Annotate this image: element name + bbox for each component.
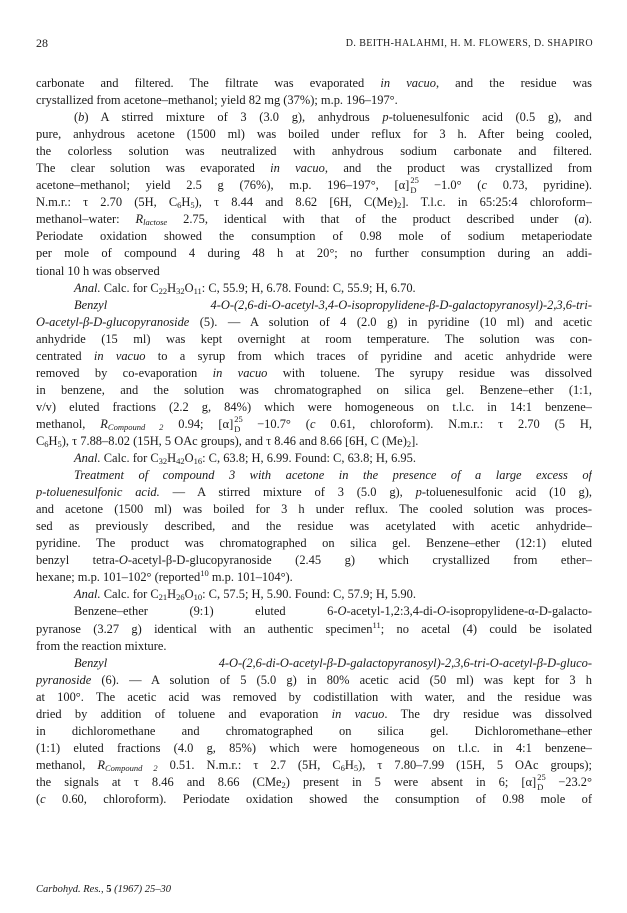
text-line: O-acetyl-β-D-glucopyranoside (5). — A solution of 4 (2.0 g) in pyridine (10 ml) and acetic: [36, 314, 592, 329]
text-line: from the reaction mixture.: [36, 638, 167, 653]
text-line: methanol, $R_{Compound 2}$ 0.94; [α] 25 D −10.7° (c 0.61, chloroform). N.m.r.: τ 2.70 (5 H,: [36, 415, 592, 433]
optical-rotation-index: 25 D: [234, 415, 243, 433]
paragraph-compound-6: [36, 655, 592, 808]
analysis-line: [36, 450, 592, 467]
text-line: (1:1) eluted fractions (4.0 g, 85%) which were homogeneous on t.l.c. in 4:1 benzene–: [36, 740, 592, 755]
text-line: Anal. Calc. for $C_{21}H_{26}O_{10}$: C, 57.5; H, 5.90. Found: C, 57.9; H, 5.90.: [74, 587, 416, 603]
text-line: tional 10 h was observed: [36, 263, 160, 278]
paragraph-treatment-3: [36, 467, 592, 586]
text-line: Anal. Calc. for $C_{32}H_{42}O_{16}$: C, 63.8; H, 6.99. Found: C, 63.8; H, 6.95.: [74, 451, 416, 467]
text-line: v/v) eluted fractions (2.2 g, 84%) which were homogeneous on t.l.c. in 14:1 benzene–: [36, 399, 592, 414]
journal-volume: 5: [106, 884, 112, 895]
article-body: [36, 75, 592, 808]
paragraph-procedure-b: [36, 109, 592, 279]
page-header: [36, 36, 593, 54]
text-line: Periodate oxidation showed the consumption of 0.98 mole of sodium metaperiodate: [36, 229, 592, 244]
text-line: methanol, $R_{Compound 2}$ 0.51. N.m.r.: τ 2.7 (5H, $C_6H_5$), τ 7.80–7.99 (15H, 5 OAc groups);: [36, 757, 592, 773]
text-line: pyranose (3.27 g) identical with an authentic specimen$^{11}$; no acetal (4) could be isolated: [36, 620, 592, 636]
analysis-line: [36, 280, 592, 297]
text-line: $C_6H_5$), τ 7.88–8.02 (15H, 5 OAc groups), and τ 8.46 and 8.66 [6H, C $(Me)_2$].: [36, 433, 419, 449]
text-line: removed by co-evaporation in vacuo with toluene. The syrupy residue was dissolved: [36, 365, 592, 380]
text-line: The clear solution was evaporated in vacuo, and the product was crystallized from: [36, 161, 592, 176]
paragraph-elution: [36, 603, 592, 654]
journal-name: Carbohyd. Res.,: [36, 884, 104, 895]
text-line: in benzene, and the solution was chromatographed on silica gel. Benzene–ether (1:1,: [36, 382, 592, 397]
text-line: Anal. Calc. for $C_{22}H_{32}O_{11}$: C, 55.9; H, 6.78. Found: C, 55.9; H, 6.70.: [74, 280, 416, 296]
text-line: and acetone (1500 ml) was boiled for 3 h under reflux. The cooled solution was proces-: [36, 502, 592, 517]
text-line: pyranoside (6). — A solution of 5 (5.0 g) in 80% acetic acid (50 ml) was kept for 3 h: [36, 672, 592, 687]
text-line: at 100°. The acetic acid was removed by codistillation with water, and the residue was: [36, 689, 592, 704]
text-line: methanol–water: $R_{lactose}$ 2.75, identical with that of the product described under (a).: [36, 212, 592, 228]
text-line: crystallized from acetone–methanol; yield 82 mg (37%); m.p. 196–197°.: [36, 93, 398, 108]
text-line: Benzyl 4-O-(2,6-di-O-acetyl-β-D-galactopyranosyl)-2,3,6-tri-O-acetyl-β-D-gluco-: [74, 655, 592, 670]
text-line: Benzene–ether (9:1) eluted 6-O-acetyl-1,2:3,4-di-O-isopropylidene-α-D-galacto-: [74, 604, 592, 619]
page-number: 28: [36, 36, 48, 50]
optical-rotation-index: 25 D: [537, 773, 546, 791]
text-line: N.m.r.: τ 2.70 (5H, $C_6H_5$), τ 8.44 and 8.62 [6H, $C(Me)_2$]. T.l.c. in 65:25:4 chloroform–: [36, 195, 592, 211]
paragraph-continuation: [36, 75, 592, 109]
text-line: Benzyl 4-O-(2,6-di-O-acetyl-3,4-O-isopropylidene-β-D-galactopyranosyl)-2,3,6-tri-: [74, 297, 592, 312]
text-line: dried by addition of toluene and evaporation in vacuo. The dry residue was dissolved: [36, 706, 592, 721]
text-line: pure, anhydrous acetone (1500 ml) was boiled under reflux for 3 h. After being cooled,: [36, 127, 592, 142]
text-line: sed as previously described, and the residue was acetylated with acetic anhydride–: [36, 519, 592, 534]
text-line: carbonate and filtered. The filtrate was evaporated in vacuo, and the residue was: [36, 76, 592, 90]
optical-rotation-index: 25 D: [410, 177, 419, 195]
running-head: D. BEITH-HALAHMI, H. M. FLOWERS, D. SHAPIRO: [345, 38, 593, 49]
text-line: the signals at τ 8.46 and 8.66 (CMe$_2$) present in 5 were absent in 6; [α] 25 D −23.2°: [36, 773, 592, 791]
journal-year-pages: (1967) 25–30: [114, 884, 172, 895]
text-line: acetone–methanol; yield 2.5 g (76%), m.p. 196–197°, [α] 25 D −1.0° (c 0.73, pyridine).: [36, 177, 592, 195]
text-line: per mole of compound 4 during 48 h at 20°; no further consumption during an addi-: [36, 246, 592, 261]
text-line: p-toluenesulfonic acid. — A stirred mixture of 3 (5.0 g), p-toluenesulfonic acid (10 g),: [36, 485, 592, 500]
text-line: hexane; m.p. 101–102° (reported$^{10}$ m.p. 101–104°).: [36, 569, 293, 585]
text-line: anhydride (15 ml) was kept overnight at room temperature. The solution was con-: [36, 331, 592, 346]
text-line: in dichloromethane and chromatographed on silica gel. Dichloromethane–ether: [36, 723, 592, 738]
text-line: (c 0.60, chloroform). Periodate oxidation showed the consumption of 0.98 mole of: [36, 791, 592, 806]
text-line: Treatment of compound 3 with acetone in the presence of a large excess of: [74, 468, 592, 483]
text-line: pyridine. The product was chromatographed on silica gel. Benzene–ether (12:1) eluted: [36, 536, 592, 551]
paragraph-compound-5: [36, 297, 592, 450]
text-line: the colorless solution was neutralized with anhydrous sodium carbonate and filtered.: [36, 144, 592, 159]
text-line: benzyl tetra-O-acetyl-β-D-glucopyranoside (2.45 g) which crystallized from ether–: [36, 553, 592, 568]
text-line: (b) A stirred mixture of 3 (3.0 g), anhydrous p-toluenesulfonic acid (0.5 g), and: [74, 110, 592, 125]
page-footer: [36, 884, 171, 895]
text-line: centrated in vacuo to a syrup from which traces of pyridine and acetic anhydride were: [36, 348, 592, 363]
analysis-line: [36, 586, 592, 603]
